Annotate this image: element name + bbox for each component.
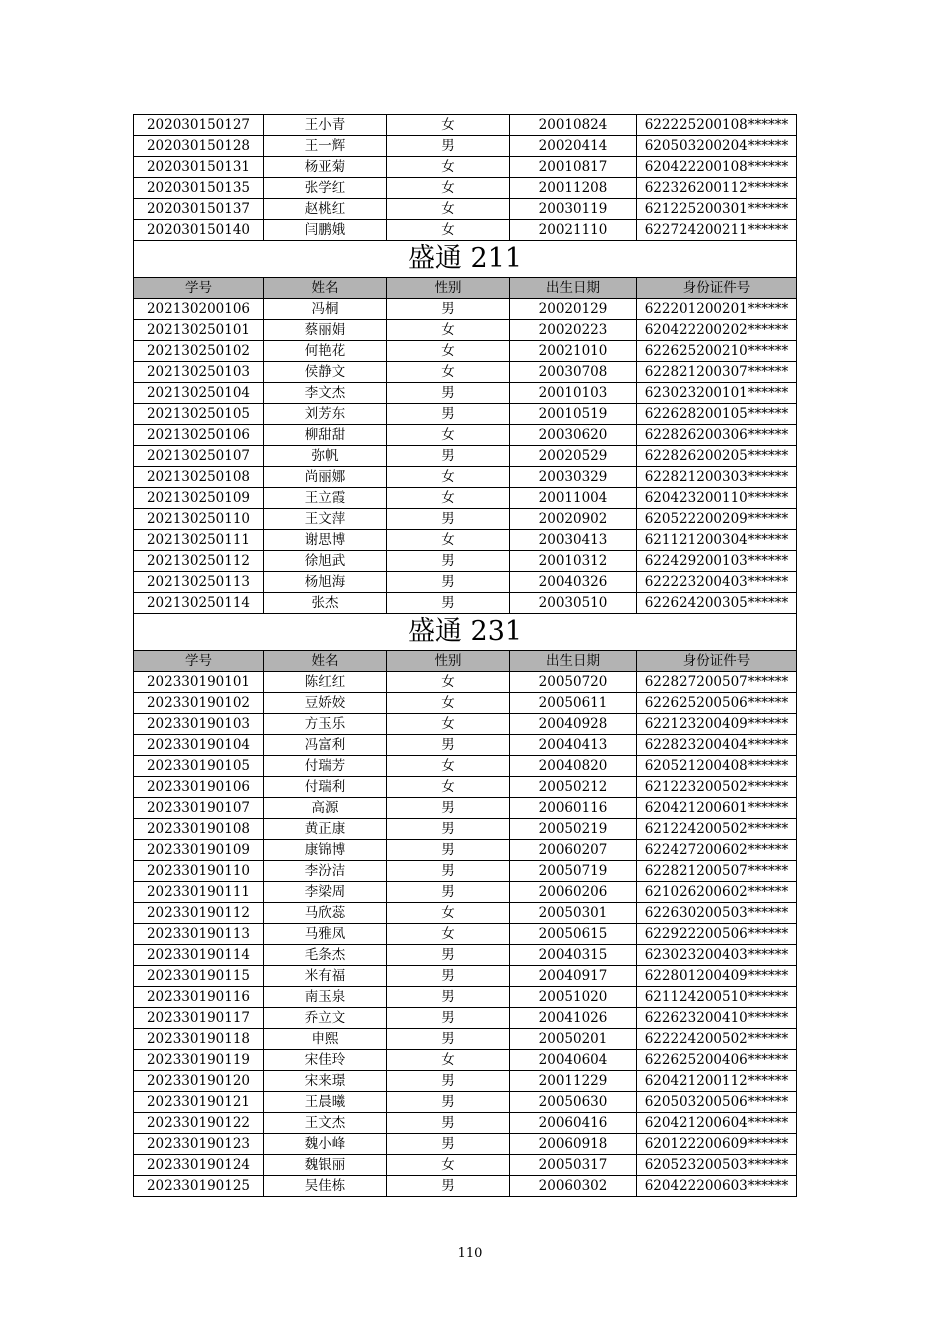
- gender-cell: 男: [387, 136, 510, 157]
- table-row: [134, 404, 797, 425]
- student-id-cell: 202130250110: [134, 509, 264, 530]
- student-name-cell: 乔立文: [264, 1008, 387, 1029]
- student-id-cell: 202330190125: [134, 1176, 264, 1197]
- student-id-cell: 202130250112: [134, 551, 264, 572]
- column-header: 出生日期: [510, 278, 637, 299]
- id-number-cell: 622826200306******: [637, 425, 797, 446]
- birth-date-cell: 20011208: [510, 178, 637, 199]
- student-name-cell: 李汾洁: [264, 861, 387, 882]
- class-section-title-row: [134, 614, 797, 651]
- id-number-cell: 620523200503******: [637, 1155, 797, 1176]
- table-row: [134, 488, 797, 509]
- table-row: [134, 1029, 797, 1050]
- id-number-cell: 622801200409******: [637, 966, 797, 987]
- class-section-title: 盛通 211: [134, 241, 797, 278]
- student-name-cell: 方玉乐: [264, 714, 387, 735]
- gender-cell: 男: [387, 1071, 510, 1092]
- birth-date-cell: 20010824: [510, 115, 637, 136]
- student-name-cell: 尚丽娜: [264, 467, 387, 488]
- student-id-cell: 202330190107: [134, 798, 264, 819]
- birth-date-cell: 20050301: [510, 903, 637, 924]
- birth-date-cell: 20050611: [510, 693, 637, 714]
- id-number-cell: 622826200205******: [637, 446, 797, 467]
- student-id-cell: 202330190116: [134, 987, 264, 1008]
- student-name-cell: 黄正康: [264, 819, 387, 840]
- student-name-cell: 王立霞: [264, 488, 387, 509]
- birth-date-cell: 20050317: [510, 1155, 637, 1176]
- student-name-cell: 闫鹏娥: [264, 220, 387, 241]
- table-row: [134, 551, 797, 572]
- id-number-cell: 622823200404******: [637, 735, 797, 756]
- student-id-cell: 202330190112: [134, 903, 264, 924]
- column-header: 学号: [134, 651, 264, 672]
- gender-cell: 女: [387, 341, 510, 362]
- table-row: [134, 530, 797, 551]
- id-number-cell: 621026200602******: [637, 882, 797, 903]
- table-row: [134, 199, 797, 220]
- student-id-cell: 202330190102: [134, 693, 264, 714]
- student-name-cell: 蔡丽娟: [264, 320, 387, 341]
- student-id-cell: 202130250114: [134, 593, 264, 614]
- birth-date-cell: 20020902: [510, 509, 637, 530]
- student-id-cell: 202130200106: [134, 299, 264, 320]
- gender-cell: 男: [387, 572, 510, 593]
- student-id-cell: 202330190111: [134, 882, 264, 903]
- birth-date-cell: 20040604: [510, 1050, 637, 1071]
- student-id-cell: 202330190109: [134, 840, 264, 861]
- student-id-cell: 202330190121: [134, 1092, 264, 1113]
- student-name-cell: 申熙: [264, 1029, 387, 1050]
- student-name-cell: 高源: [264, 798, 387, 819]
- table-row: [134, 178, 797, 199]
- table-row: [134, 446, 797, 467]
- birth-date-cell: 20050212: [510, 777, 637, 798]
- birth-date-cell: 20060918: [510, 1134, 637, 1155]
- birth-date-cell: 20021010: [510, 341, 637, 362]
- gender-cell: 女: [387, 530, 510, 551]
- birth-date-cell: 20030620: [510, 425, 637, 446]
- birth-date-cell: 20011004: [510, 488, 637, 509]
- gender-cell: 男: [387, 551, 510, 572]
- birth-date-cell: 20011229: [510, 1071, 637, 1092]
- page-number: 110: [457, 1246, 483, 1261]
- gender-cell: 男: [387, 798, 510, 819]
- id-number-cell: 623023200403******: [637, 945, 797, 966]
- student-name-cell: 杨亚菊: [264, 157, 387, 178]
- birth-date-cell: 20010312: [510, 551, 637, 572]
- table-row: [134, 966, 797, 987]
- student-name-cell: 康锦博: [264, 840, 387, 861]
- birth-date-cell: 20040315: [510, 945, 637, 966]
- student-id-cell: 202130250111: [134, 530, 264, 551]
- student-name-cell: 王文杰: [264, 1113, 387, 1134]
- birth-date-cell: 20020414: [510, 136, 637, 157]
- table-row: [134, 798, 797, 819]
- student-id-cell: 202330190115: [134, 966, 264, 987]
- gender-cell: 男: [387, 593, 510, 614]
- gender-cell: 女: [387, 115, 510, 136]
- gender-cell: 女: [387, 220, 510, 241]
- gender-cell: 女: [387, 199, 510, 220]
- gender-cell: 女: [387, 1050, 510, 1071]
- table-row: [134, 777, 797, 798]
- birth-date-cell: 20021110: [510, 220, 637, 241]
- table-row: [134, 756, 797, 777]
- table-header-row: [134, 651, 797, 672]
- student-id-cell: 202330190101: [134, 672, 264, 693]
- student-name-cell: 赵桃红: [264, 199, 387, 220]
- id-number-cell: 622201200201******: [637, 299, 797, 320]
- student-name-cell: 张杰: [264, 593, 387, 614]
- student-name-cell: 豆娇姣: [264, 693, 387, 714]
- gender-cell: 女: [387, 756, 510, 777]
- student-id-cell: 202330190110: [134, 861, 264, 882]
- birth-date-cell: 20060207: [510, 840, 637, 861]
- gender-cell: 男: [387, 1134, 510, 1155]
- gender-cell: 女: [387, 467, 510, 488]
- column-header: 姓名: [264, 278, 387, 299]
- id-number-cell: 620422200202******: [637, 320, 797, 341]
- id-number-cell: 622224200502******: [637, 1029, 797, 1050]
- birth-date-cell: 20020529: [510, 446, 637, 467]
- id-number-cell: 622427200602******: [637, 840, 797, 861]
- table-row: [134, 945, 797, 966]
- birth-date-cell: 20060206: [510, 882, 637, 903]
- student-id-cell: 202330190124: [134, 1155, 264, 1176]
- id-number-cell: 621121200304******: [637, 530, 797, 551]
- gender-cell: 女: [387, 693, 510, 714]
- gender-cell: 女: [387, 672, 510, 693]
- gender-cell: 女: [387, 924, 510, 945]
- table-row: [134, 819, 797, 840]
- student-id-cell: 202130250102: [134, 341, 264, 362]
- student-id-cell: 202130250113: [134, 572, 264, 593]
- student-name-cell: 付瑞芳: [264, 756, 387, 777]
- student-name-cell: 米有福: [264, 966, 387, 987]
- gender-cell: 女: [387, 178, 510, 199]
- student-id-cell: 202130250108: [134, 467, 264, 488]
- table-row: [134, 672, 797, 693]
- table-row: [134, 467, 797, 488]
- table-row: [134, 220, 797, 241]
- table-row: [134, 1134, 797, 1155]
- table-row: [134, 572, 797, 593]
- id-number-cell: 622821200303******: [637, 467, 797, 488]
- gender-cell: 女: [387, 777, 510, 798]
- id-number-cell: 622223200403******: [637, 572, 797, 593]
- student-id-cell: 202330190119: [134, 1050, 264, 1071]
- birth-date-cell: 20050201: [510, 1029, 637, 1050]
- student-name-cell: 张学红: [264, 178, 387, 199]
- table-row: [134, 341, 797, 362]
- gender-cell: 女: [387, 903, 510, 924]
- table-row: [134, 115, 797, 136]
- table-row: [134, 735, 797, 756]
- table-row: [134, 1008, 797, 1029]
- id-number-cell: 622628200105******: [637, 404, 797, 425]
- student-id-cell: 202330190117: [134, 1008, 264, 1029]
- student-name-cell: 柳甜甜: [264, 425, 387, 446]
- birth-date-cell: 20020129: [510, 299, 637, 320]
- student-id-cell: 202330190123: [134, 1134, 264, 1155]
- table-row: [134, 136, 797, 157]
- student-name-cell: 刘芳东: [264, 404, 387, 425]
- column-header: 身份证件号: [637, 651, 797, 672]
- table-row: [134, 320, 797, 341]
- column-header: 出生日期: [510, 651, 637, 672]
- id-number-cell: 622821200307******: [637, 362, 797, 383]
- table-row: [134, 1071, 797, 1092]
- id-number-cell: 620521200408******: [637, 756, 797, 777]
- birth-date-cell: 20050720: [510, 672, 637, 693]
- student-name-cell: 徐旭武: [264, 551, 387, 572]
- id-number-cell: 622123200409******: [637, 714, 797, 735]
- birth-date-cell: 20030329: [510, 467, 637, 488]
- birth-date-cell: 20040820: [510, 756, 637, 777]
- column-header: 姓名: [264, 651, 387, 672]
- gender-cell: 男: [387, 861, 510, 882]
- birth-date-cell: 20030708: [510, 362, 637, 383]
- student-name-cell: 宋来璟: [264, 1071, 387, 1092]
- student-name-cell: 南玉泉: [264, 987, 387, 1008]
- table-row: [134, 1092, 797, 1113]
- id-number-cell: 620422200108******: [637, 157, 797, 178]
- student-id-cell: 202330190104: [134, 735, 264, 756]
- class-section-title-row: [134, 241, 797, 278]
- id-number-cell: 620122200609******: [637, 1134, 797, 1155]
- student-name-cell: 杨旭海: [264, 572, 387, 593]
- birth-date-cell: 20010103: [510, 383, 637, 404]
- gender-cell: 男: [387, 446, 510, 467]
- gender-cell: 男: [387, 1008, 510, 1029]
- birth-date-cell: 20060116: [510, 798, 637, 819]
- student-name-cell: 弥帆: [264, 446, 387, 467]
- student-name-cell: 王一辉: [264, 136, 387, 157]
- student-name-cell: 何艳花: [264, 341, 387, 362]
- id-number-cell: 621223200502******: [637, 777, 797, 798]
- birth-date-cell: 20010817: [510, 157, 637, 178]
- table-row: [134, 593, 797, 614]
- student-name-cell: 李梁周: [264, 882, 387, 903]
- table-row: [134, 1155, 797, 1176]
- student-name-cell: 冯桐: [264, 299, 387, 320]
- gender-cell: 男: [387, 404, 510, 425]
- table-row: [134, 425, 797, 446]
- birth-date-cell: 20020223: [510, 320, 637, 341]
- id-number-cell: 622827200507******: [637, 672, 797, 693]
- id-number-cell: 620421200604******: [637, 1113, 797, 1134]
- student-id-cell: 202330190105: [134, 756, 264, 777]
- id-number-cell: 621224200502******: [637, 819, 797, 840]
- student-id-cell: 202130250109: [134, 488, 264, 509]
- gender-cell: 女: [387, 488, 510, 509]
- student-id-cell: 202130250107: [134, 446, 264, 467]
- student-name-cell: 李文杰: [264, 383, 387, 404]
- student-id-cell: 202030150127: [134, 115, 264, 136]
- id-number-cell: 620503200506******: [637, 1092, 797, 1113]
- student-name-cell: 王文萍: [264, 509, 387, 530]
- student-name-cell: 魏小峰: [264, 1134, 387, 1155]
- id-number-cell: 622724200211******: [637, 220, 797, 241]
- id-number-cell: 620522200209******: [637, 509, 797, 530]
- gender-cell: 女: [387, 157, 510, 178]
- student-id-cell: 202130250105: [134, 404, 264, 425]
- student-name-cell: 马雅凤: [264, 924, 387, 945]
- student-id-cell: 202030150140: [134, 220, 264, 241]
- table-row: [134, 924, 797, 945]
- birth-date-cell: 20050719: [510, 861, 637, 882]
- table-row: [134, 1113, 797, 1134]
- gender-cell: 男: [387, 966, 510, 987]
- student-id-cell: 202330190118: [134, 1029, 264, 1050]
- id-number-cell: 622326200112******: [637, 178, 797, 199]
- student-id-cell: 202330190120: [134, 1071, 264, 1092]
- column-header: 性别: [387, 278, 510, 299]
- table-row: [134, 509, 797, 530]
- student-name-cell: 王小青: [264, 115, 387, 136]
- table-row: [134, 383, 797, 404]
- birth-date-cell: 20060302: [510, 1176, 637, 1197]
- gender-cell: 女: [387, 714, 510, 735]
- gender-cell: 男: [387, 882, 510, 903]
- student-roster-table: [133, 114, 797, 1197]
- student-name-cell: 陈红红: [264, 672, 387, 693]
- id-number-cell: 620421200112******: [637, 1071, 797, 1092]
- table-row: [134, 840, 797, 861]
- birth-date-cell: 20040413: [510, 735, 637, 756]
- gender-cell: 男: [387, 509, 510, 530]
- student-id-cell: 202330190103: [134, 714, 264, 735]
- id-number-cell: 620421200601******: [637, 798, 797, 819]
- id-number-cell: 623023200101******: [637, 383, 797, 404]
- birth-date-cell: 20050630: [510, 1092, 637, 1113]
- student-name-cell: 侯静文: [264, 362, 387, 383]
- birth-date-cell: 20040326: [510, 572, 637, 593]
- gender-cell: 女: [387, 1155, 510, 1176]
- gender-cell: 女: [387, 425, 510, 446]
- birth-date-cell: 20030510: [510, 593, 637, 614]
- id-number-cell: 622623200410******: [637, 1008, 797, 1029]
- birth-date-cell: 20051020: [510, 987, 637, 1008]
- table-row: [134, 861, 797, 882]
- student-name-cell: 马欣蕊: [264, 903, 387, 924]
- table-row: [134, 362, 797, 383]
- birth-date-cell: 20010519: [510, 404, 637, 425]
- table-header-row: [134, 278, 797, 299]
- id-number-cell: 620503200204******: [637, 136, 797, 157]
- table-row: [134, 714, 797, 735]
- gender-cell: 男: [387, 840, 510, 861]
- student-id-cell: 202330190106: [134, 777, 264, 798]
- gender-cell: 男: [387, 299, 510, 320]
- gender-cell: 男: [387, 945, 510, 966]
- table-row: [134, 299, 797, 320]
- column-header: 学号: [134, 278, 264, 299]
- id-number-cell: 620422200603******: [637, 1176, 797, 1197]
- id-number-cell: 622922200506******: [637, 924, 797, 945]
- id-number-cell: 622821200507******: [637, 861, 797, 882]
- student-id-cell: 202330190108: [134, 819, 264, 840]
- gender-cell: 女: [387, 362, 510, 383]
- birth-date-cell: 20050615: [510, 924, 637, 945]
- student-name-cell: 王晨曦: [264, 1092, 387, 1113]
- student-name-cell: 魏银丽: [264, 1155, 387, 1176]
- birth-date-cell: 20040917: [510, 966, 637, 987]
- gender-cell: 男: [387, 819, 510, 840]
- gender-cell: 男: [387, 383, 510, 404]
- table-row: [134, 1176, 797, 1197]
- birth-date-cell: 20050219: [510, 819, 637, 840]
- gender-cell: 男: [387, 1029, 510, 1050]
- id-number-cell: 622630200503******: [637, 903, 797, 924]
- id-number-cell: 622625200406******: [637, 1050, 797, 1071]
- gender-cell: 女: [387, 320, 510, 341]
- student-id-cell: 202130250106: [134, 425, 264, 446]
- student-id-cell: 202330190113: [134, 924, 264, 945]
- birth-date-cell: 20030119: [510, 199, 637, 220]
- birth-date-cell: 20041026: [510, 1008, 637, 1029]
- table-row: [134, 903, 797, 924]
- class-section-title: 盛通 231: [134, 614, 797, 651]
- table-row: [134, 693, 797, 714]
- student-name-cell: 付瑞利: [264, 777, 387, 798]
- student-id-cell: 202030150137: [134, 199, 264, 220]
- birth-date-cell: 20030413: [510, 530, 637, 551]
- gender-cell: 男: [387, 1113, 510, 1134]
- student-name-cell: 谢思博: [264, 530, 387, 551]
- student-id-cell: 202030150131: [134, 157, 264, 178]
- id-number-cell: 621225200301******: [637, 199, 797, 220]
- column-header: 身份证件号: [637, 278, 797, 299]
- birth-date-cell: 20040928: [510, 714, 637, 735]
- student-id-cell: 202030150128: [134, 136, 264, 157]
- student-name-cell: 冯富利: [264, 735, 387, 756]
- gender-cell: 男: [387, 987, 510, 1008]
- table-row: [134, 157, 797, 178]
- id-number-cell: 622225200108******: [637, 115, 797, 136]
- gender-cell: 男: [387, 735, 510, 756]
- gender-cell: 男: [387, 1176, 510, 1197]
- table-row: [134, 882, 797, 903]
- student-id-cell: 202130250101: [134, 320, 264, 341]
- student-name-cell: 吴佳栋: [264, 1176, 387, 1197]
- table-row: [134, 1050, 797, 1071]
- id-number-cell: 622429200103******: [637, 551, 797, 572]
- birth-date-cell: 20060416: [510, 1113, 637, 1134]
- student-id-cell: 202130250104: [134, 383, 264, 404]
- id-number-cell: 620423200110******: [637, 488, 797, 509]
- id-number-cell: 622625200210******: [637, 341, 797, 362]
- column-header: 性别: [387, 651, 510, 672]
- student-id-cell: 202330190122: [134, 1113, 264, 1134]
- table-row: [134, 987, 797, 1008]
- student-id-cell: 202130250103: [134, 362, 264, 383]
- id-number-cell: 622624200305******: [637, 593, 797, 614]
- gender-cell: 男: [387, 1092, 510, 1113]
- id-number-cell: 621124200510******: [637, 987, 797, 1008]
- student-id-cell: 202030150135: [134, 178, 264, 199]
- student-name-cell: 毛条杰: [264, 945, 387, 966]
- student-id-cell: 202330190114: [134, 945, 264, 966]
- id-number-cell: 622625200506******: [637, 693, 797, 714]
- student-name-cell: 宋佳玲: [264, 1050, 387, 1071]
